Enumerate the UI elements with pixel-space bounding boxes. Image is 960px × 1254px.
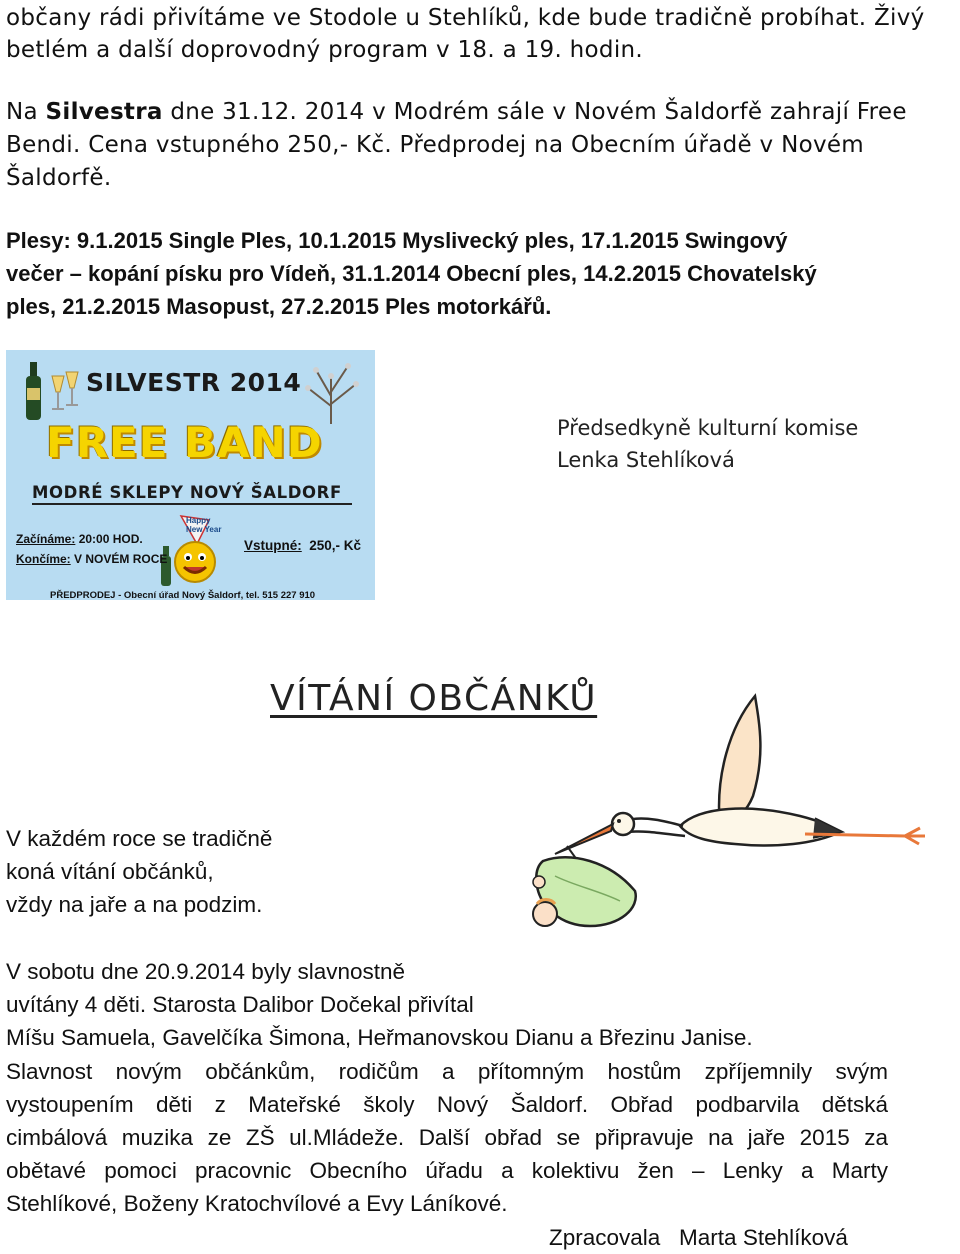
plesy-line-2: večer – kopání písku pro Vídeň, 31.1.2014 Obecní ples, 14.2.2015 Chovatelský (6, 261, 817, 286)
welcome-p3-line: Slavnost novým občánkům, rodičům a přítomným hostům zpříjemnily svým (6, 1059, 888, 1084)
plesy-line-3: ples, 21.2.2015 Masopust, 27.2.2015 Ples motorkářů. (6, 294, 552, 319)
welcome-p2-line: Míšu Samuela, Gavelčíka Šimona, Heřmanovskou Dianu a Březinu Janise. (6, 1025, 753, 1050)
poster-band-name: FREE BAND (46, 418, 323, 467)
intro-line-1: občany rádi přivítáme ve Stodole u Stehlíků, kde bude tradičně probíhat. Živý (6, 5, 925, 31)
poster-entry-label: Vstupné: (244, 538, 302, 553)
stork-illustration-icon (515, 686, 960, 936)
welcome-p1-line: koná vítání občánků, (6, 859, 214, 884)
poster-footer: PŘEDPRODEJ - Obecní úřad Nový Šaldorf, tel. 515 227 910 (50, 590, 316, 600)
branch-decoration-icon (296, 356, 366, 426)
welcome-p3-line: cimbálová muzika ze ZŠ ul.Mládeže. Další obřad se připravuje na jaře 2015 za (6, 1125, 888, 1150)
welcome-p2-line: V sobotu dne 20.9.2014 byly slavnostně (6, 959, 406, 984)
poster-hat-text: Happy New Year (186, 516, 222, 534)
welcome-paragraph-1 (6, 822, 272, 921)
welcome-p3-last-line: Stehlíkové, Boženy Kratochvílové a Evy Láníkové. (6, 1191, 508, 1216)
committee-block (557, 412, 858, 476)
silvestr-bold: Silvestra (45, 99, 163, 125)
poster-divider (32, 503, 352, 505)
poster-title: SILVESTR 2014 (86, 368, 302, 397)
welcome-heading: VÍTÁNÍ OBČÁNKŮ (270, 678, 598, 719)
welcome-p1-line: vždy na jaře a na podzim. (6, 892, 263, 917)
poster-start-value: 20:00 HOD. (75, 532, 143, 546)
signature: Zpracovala Marta Stehlíková (549, 1225, 848, 1250)
welcome-paragraph-2 (6, 955, 753, 1054)
welcome-p3-line: vystoupením děti z Mateřské školy Nový Šaldorf. Obřad podbarvila dětská (6, 1092, 888, 1117)
poster-entry-value: 250,- Kč (309, 538, 362, 553)
welcome-p3-line: obětavé pomoci pracovnic Obecního úřadu a kolektivu žen – Lenky a Marty (6, 1158, 888, 1183)
poster-venue: MODRÉ SKLEPY NOVÝ ŠALDORF (32, 483, 342, 502)
welcome-paragraph-3 (6, 1055, 888, 1220)
poster-end-label: Končíme: (16, 552, 71, 566)
silvestr-line-1 (6, 96, 907, 128)
poster-entry (244, 538, 361, 553)
committee-name: Lenka Stehlíková (557, 448, 735, 472)
poster-end (16, 552, 167, 566)
plesy-line-1: Plesy: 9.1.2015 Single Ples, 10.1.2015 Myslivecký ples, 17.1.2015 Swingový (6, 228, 788, 253)
silvestr-prefix: Na (6, 99, 46, 125)
poster-end-value: V NOVÉM ROCE (70, 552, 168, 566)
intro-line-2: betlém a další doprovodný program v 18. a 19. hodin. (6, 37, 643, 63)
welcome-p2-line: uvítány 4 děti. Starosta Dalibor Dočekal přivítal (6, 992, 474, 1017)
poster-start-label: Začínáme: (16, 532, 76, 546)
silvestr-line-2: Bendi. Cena vstupného 250,- Kč. Předprodej na Obecním úřadě v Novém (6, 132, 865, 158)
welcome-p1-line: V každém roce se tradičně (6, 826, 273, 851)
silvestr-rest: dne 31.12. 2014 v Modrém sále v Novém Šaldorfě zahrají Free (162, 99, 907, 125)
champagne-icon (16, 358, 82, 424)
silvestr-poster (6, 350, 375, 600)
poster-start (16, 532, 143, 546)
committee-role: Předsedkyně kulturní komise (557, 416, 859, 440)
silvestr-line-3: Šaldorfě. (6, 165, 112, 191)
